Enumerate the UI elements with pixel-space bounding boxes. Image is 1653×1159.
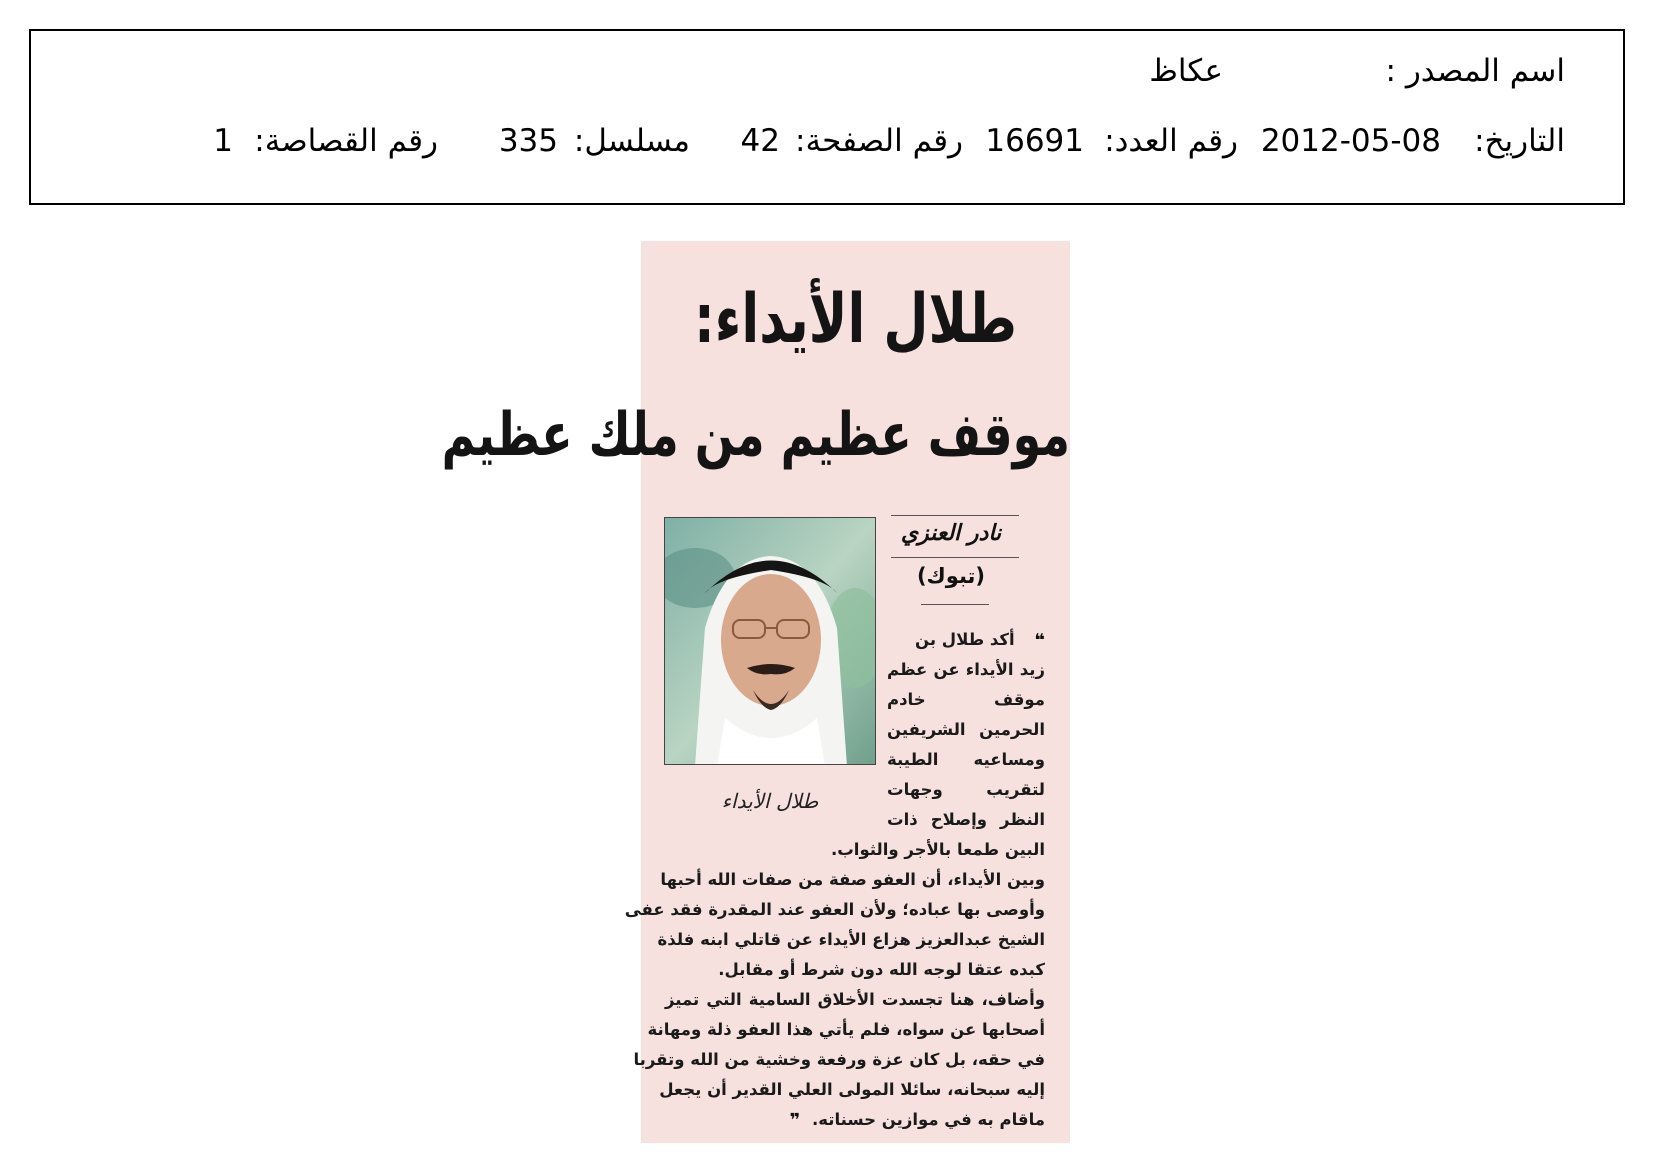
clip-value: 1 <box>213 123 233 159</box>
serial-value: 335 <box>498 123 558 159</box>
headline-line-2: موقف عظيم من ملك عظيم <box>441 398 1070 470</box>
body-line: أصحابها عن سواه، فلم يأتي هذا العفو ذلة ومهانة <box>647 1020 1045 1039</box>
body-line: في حقه، بل كان عزة ورفعة وخشية من الله وتقربا <box>633 1050 1045 1069</box>
body-line: وبين الأيداء، أن العفو صفة من صفات الله أحبها <box>660 870 1045 889</box>
body-line: البين طمعا بالأجر والثواب. <box>830 840 1045 859</box>
body-line: النظر وإصلاح ذات <box>887 810 1045 829</box>
author-name: نادر العنزي <box>900 521 1002 546</box>
body-line: لتقريب وجهات <box>887 780 1045 799</box>
body-line: الشيخ عبدالعزيز هزاع الأيداء عن قاتلي ابنه فلذة <box>657 930 1045 949</box>
body-line: ومساعيه الطيبة <box>887 750 1045 769</box>
date-label: التاريخ: <box>1474 123 1565 159</box>
body-line: ماقام به في موازين حسناته. ❞ <box>665 1105 1045 1136</box>
body-line: وأضاف، هنا تجسدت الأخلاق السامية التي تميز <box>665 990 1045 1009</box>
serial-label: مسلسل: <box>573 123 690 159</box>
page-value: 42 <box>740 123 780 159</box>
source-label: اسم المصدر : <box>1385 53 1565 89</box>
quote-close-icon: ❞ <box>789 1109 801 1131</box>
clip-label: رقم القصاصة: <box>254 123 438 159</box>
source-info-box <box>29 29 1625 205</box>
byline-rule-top <box>891 515 1019 516</box>
photo-caption: طلال الأيداء <box>721 789 819 813</box>
author-location: (تبوك) <box>916 564 986 588</box>
quote-open-icon: ❝ <box>1034 629 1045 651</box>
body-line: الحرمين الشريفين <box>887 720 1045 739</box>
body-line: زيد الأيداء عن عظم <box>887 660 1045 679</box>
date-value: 2012-05-08 <box>1260 123 1441 159</box>
body-line: ❝ أكد طلال بن <box>887 625 1045 656</box>
issue-value: 16691 <box>985 123 1084 159</box>
portrait-photo <box>664 517 876 765</box>
body-line: موقف خادم <box>887 690 1045 709</box>
byline-rule-middle <box>891 557 1019 558</box>
body-line: إليه سبحانه، سائلا المولى العلي القدير أن يجعل <box>659 1080 1045 1099</box>
source-value: عكاظ <box>1149 53 1223 89</box>
headline-line-1: طلال الأيداء: <box>694 281 1017 359</box>
byline-rule-bottom <box>921 604 989 605</box>
body-line: وأوصى بها عباده؛ ولأن العفو عند المقدرة فقد عفى <box>624 900 1045 919</box>
issue-label: رقم العدد: <box>1104 123 1238 159</box>
body-line: كبده عتقا لوجه الله دون شرط أو مقابل. <box>718 960 1045 979</box>
page-label: رقم الصفحة: <box>795 123 963 159</box>
newspaper-clipping <box>441 241 1070 1143</box>
